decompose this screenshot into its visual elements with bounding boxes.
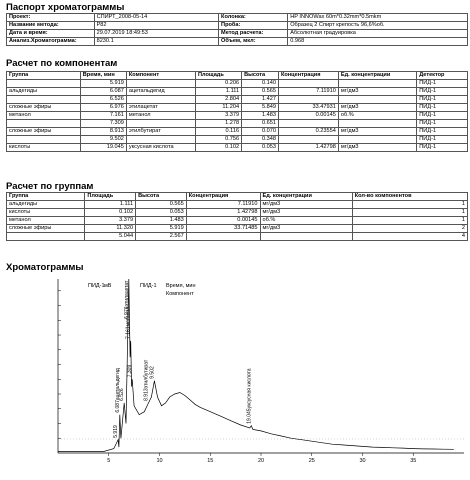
chromatogram-chart (0, 265, 470, 480)
peak-label: 6.087ацетальдегид (114, 368, 121, 413)
groups-cell: мг/дм3 (260, 225, 352, 233)
legend-label: Компонент (166, 291, 194, 297)
components-column-header: Группа (7, 72, 81, 80)
components-cell: уксусная кислота (126, 144, 195, 152)
groups-row (7, 217, 468, 225)
groups-cell: 5.044 (85, 233, 136, 241)
components-cell: 7.11910 (278, 88, 338, 96)
components-cell: 1.483 (242, 112, 279, 120)
groups-row (7, 225, 468, 233)
x-tick-label: 5 (107, 458, 111, 464)
components-cell: 0.140 (242, 80, 279, 88)
x-tick-label: 15 (207, 458, 214, 464)
components-column-header: Ед. концентрации (338, 72, 416, 80)
groups-column-header: Концентрация (186, 193, 260, 201)
components-cell: 0.102 (195, 144, 241, 152)
passport-title: Паспорт хроматограммы (6, 2, 125, 13)
components-cell: 7.161 (80, 112, 126, 120)
components-row (7, 88, 468, 96)
peak-label: 7.161метанол (125, 306, 132, 339)
components-header-row (7, 72, 468, 80)
components-column-header: Время, мин (80, 72, 126, 80)
peak-label: 6.526 (119, 388, 126, 401)
peak-label: 19.045уксусная кислота (246, 368, 253, 424)
components-cell: этилбутират (126, 128, 195, 136)
groups-column-header: Площадь (85, 193, 136, 201)
components-title: Расчет по компонентам (6, 58, 118, 69)
groups-column-header: Высота (136, 193, 187, 201)
components-cell (338, 80, 416, 88)
components-cell: 1.427 (242, 96, 279, 104)
peak-label: 7.309 (127, 364, 134, 378)
components-column-header: Компонент (126, 72, 195, 80)
components-cell: ПИД-1 (417, 88, 468, 96)
components-cell (7, 96, 81, 104)
passport-value: 0.968 (288, 38, 468, 46)
components-cell: мг/дм3 (338, 144, 416, 152)
chart-title: Хроматограммы (6, 262, 84, 273)
passport-value: Р82 (94, 22, 218, 30)
passport-label: Анализ.Хроматограмма: (7, 38, 95, 46)
components-cell (7, 136, 81, 144)
components-cell: мг/дм3 (338, 128, 416, 136)
groups-column-header: Кол-во компонентов (352, 193, 467, 201)
components-cell: 0.651 (242, 120, 279, 128)
groups-table (6, 192, 468, 241)
components-row (7, 128, 468, 136)
components-cell (278, 136, 338, 144)
groups-cell: 1.483 (136, 217, 187, 225)
components-cell (338, 96, 416, 104)
components-cell: мг/дм3 (338, 104, 416, 112)
components-cell (126, 136, 195, 144)
groups-header-row (7, 193, 468, 201)
components-cell: 1.278 (195, 120, 241, 128)
components-cell: 0.348 (242, 136, 279, 144)
passport-value: 8230.1 (94, 38, 218, 46)
groups-cell (186, 233, 260, 241)
components-row (7, 120, 468, 128)
peak-label: 9.502 (149, 366, 156, 379)
x-tick-label: 10 (156, 458, 163, 464)
components-cell: ПИД-1 (417, 96, 468, 104)
legend-label: Время, мин (166, 283, 196, 289)
components-cell: 0.23554 (278, 128, 338, 136)
legend-label: мВ (104, 283, 112, 289)
components-cell: 9.502 (80, 136, 126, 144)
components-cell (126, 96, 195, 104)
components-cell: 2.804 (195, 96, 241, 104)
components-cell: 3.379 (195, 112, 241, 120)
groups-column-header: Группа (7, 193, 85, 201)
groups-cell: 1 (352, 217, 467, 225)
components-cell: 0.116 (195, 128, 241, 136)
groups-cell: об.% (260, 217, 352, 225)
passport-value: 29.07.2019 18:49:53 (94, 30, 218, 38)
groups-cell: 5.919 (136, 225, 187, 233)
components-cell: 5.849 (242, 104, 279, 112)
components-cell: ПИД-1 (417, 104, 468, 112)
components-cell (126, 120, 195, 128)
groups-row (7, 201, 468, 209)
legend-label: ПИД-1 (140, 283, 157, 289)
components-cell: 8.913 (80, 128, 126, 136)
groups-cell: 33.71485 (186, 225, 260, 233)
components-cell: кислоты (7, 144, 81, 152)
components-cell: сложные эфиры (7, 128, 81, 136)
components-cell: ПИД-1 (417, 128, 468, 136)
components-row (7, 112, 468, 120)
passport-row (7, 30, 468, 38)
components-cell: 11.204 (195, 104, 241, 112)
passport-value: СПИРТ_2008-05-14 (94, 14, 218, 22)
components-cell: 0.756 (195, 136, 241, 144)
components-cell: 33.47931 (278, 104, 338, 112)
passport-label: Дата и время: (7, 30, 95, 38)
groups-cell: метанол (7, 217, 85, 225)
components-column-header: Высота (242, 72, 279, 80)
components-cell (278, 80, 338, 88)
components-cell: 0.206 (195, 80, 241, 88)
components-cell: 7.309 (80, 120, 126, 128)
components-cell: 6.526 (80, 96, 126, 104)
components-cell: об.% (338, 112, 416, 120)
components-cell: ацетальдегид (126, 88, 195, 96)
groups-cell: кислоты (7, 209, 85, 217)
components-column-header: Детектор (417, 72, 468, 80)
peak-label: 8.913этилбутират (143, 359, 150, 401)
groups-cell: мг/дм3 (260, 209, 352, 217)
groups-cell (7, 233, 85, 241)
components-cell: мг/дм3 (338, 88, 416, 96)
groups-cell: сложные эфиры (7, 225, 85, 233)
components-row (7, 136, 468, 144)
groups-cell: 1 (352, 201, 467, 209)
groups-cell: альдегиды (7, 201, 85, 209)
passport-value: Образец 2 Спирт крепость 96,6%об. (288, 22, 468, 30)
components-cell (126, 80, 195, 88)
components-table (6, 71, 468, 152)
groups-cell (260, 233, 352, 241)
components-cell: 0.053 (242, 144, 279, 152)
x-tick-label: 35 (410, 458, 417, 464)
components-cell: метанол (7, 112, 81, 120)
legend-label: ПИД-1 (88, 283, 105, 289)
passport-label: Проект: (7, 14, 95, 22)
groups-cell: 0.565 (136, 201, 187, 209)
passport-row (7, 22, 468, 30)
passport-row (7, 38, 468, 46)
components-cell: 6.087 (80, 88, 126, 96)
components-row (7, 104, 468, 112)
components-cell (278, 120, 338, 128)
components-cell: 5.919 (80, 80, 126, 88)
passport-row (7, 14, 468, 22)
groups-cell: 1.111 (85, 201, 136, 209)
components-cell (278, 96, 338, 104)
components-cell (338, 136, 416, 144)
groups-row (7, 209, 468, 217)
components-cell: 1.42798 (278, 144, 338, 152)
groups-column-header: Ед. концентрации (260, 193, 352, 201)
passport-label: Колонка: (219, 14, 288, 22)
groups-cell: 0.00145 (186, 217, 260, 225)
components-cell: 0.070 (242, 128, 279, 136)
components-cell: ПИД-1 (417, 112, 468, 120)
components-cell: 6.976 (80, 104, 126, 112)
groups-cell: 3.379 (85, 217, 136, 225)
passport-value: HP INNOWax 60m*0.32mm*0.5mkm (288, 14, 468, 22)
x-tick-label: 30 (359, 458, 366, 464)
groups-cell: 11.320 (85, 225, 136, 233)
passport-label: Проба: (219, 22, 288, 30)
passport-label: Объем, мкл: (219, 38, 288, 46)
x-tick-label: 25 (308, 458, 315, 464)
components-cell: ПИД-1 (417, 144, 468, 152)
components-cell: ПИД-1 (417, 80, 468, 88)
components-cell (7, 80, 81, 88)
groups-cell: 0.053 (136, 209, 187, 217)
components-cell: метанол (126, 112, 195, 120)
x-tick-label: 20 (257, 458, 265, 464)
components-cell: 0.00145 (278, 112, 338, 120)
groups-cell: 4 (352, 233, 467, 241)
groups-cell: 1.42798 (186, 209, 260, 217)
components-cell: этилацетат (126, 104, 195, 112)
groups-title: Расчет по группам (6, 181, 94, 192)
components-cell (338, 120, 416, 128)
peak-label: 5.919 (113, 425, 120, 438)
groups-cell: 2 (352, 225, 467, 233)
components-cell: 1.111 (195, 88, 241, 96)
passport-table (6, 13, 468, 46)
components-row (7, 96, 468, 104)
components-column-header: Площадь (195, 72, 241, 80)
groups-cell: 2.567 (136, 233, 187, 241)
components-cell: ПИД-1 (417, 136, 468, 144)
components-cell: альдегиды (7, 88, 81, 96)
groups-cell: 7.11910 (186, 201, 260, 209)
components-cell (7, 120, 81, 128)
components-row (7, 144, 468, 152)
groups-cell: 1 (352, 209, 467, 217)
components-row (7, 80, 468, 88)
groups-cell: 0.102 (85, 209, 136, 217)
components-cell: 0.565 (242, 88, 279, 96)
passport-label: Метод расчета: (219, 30, 288, 38)
components-cell: ПИД-1 (417, 120, 468, 128)
groups-row (7, 233, 468, 241)
passport-value: Абсолютная градуировка (288, 30, 468, 38)
peak-label: 6.976этилацетат (123, 280, 130, 319)
components-cell: сложные эфиры (7, 104, 81, 112)
components-column-header: Концентрация (278, 72, 338, 80)
components-cell: 19.045 (80, 144, 126, 152)
groups-cell: мг/дм3 (260, 201, 352, 209)
passport-label: Название метода: (7, 22, 95, 30)
